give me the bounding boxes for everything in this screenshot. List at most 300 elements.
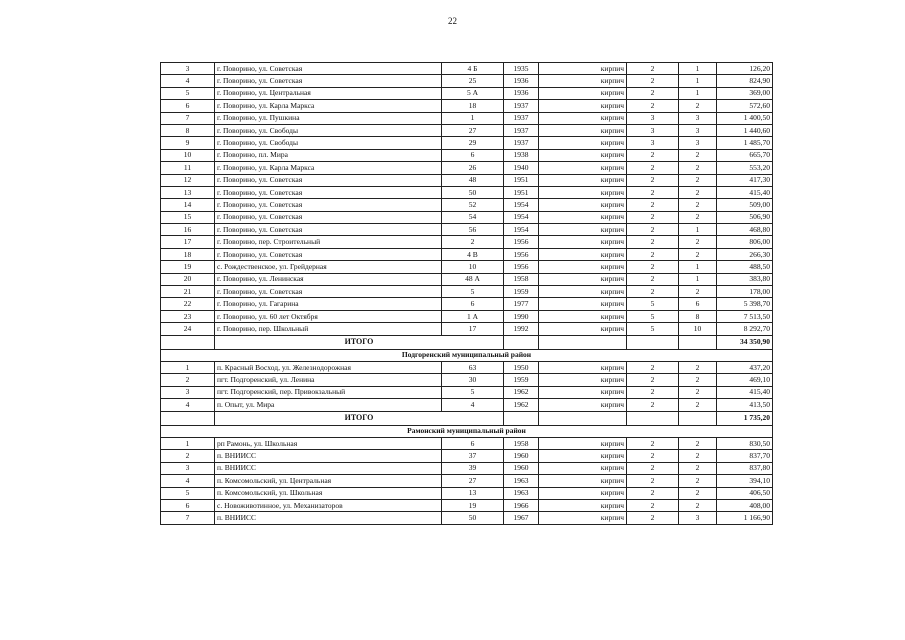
wall-material-cell: кирпич (539, 124, 627, 136)
row-number-cell: 4 (161, 399, 215, 411)
house-number-cell: 10 (442, 261, 504, 273)
address-cell: пгт. Подгоренский, пер. Привокзальный (215, 386, 442, 398)
house-number-cell: 63 (442, 361, 504, 373)
floors-cell: 2 (627, 512, 679, 524)
row-number-cell: 12 (161, 174, 215, 186)
year-built-cell: 1963 (504, 487, 539, 499)
house-number-cell: 5 (442, 386, 504, 398)
year-built-cell: 1950 (504, 361, 539, 373)
wall-material-cell: кирпич (539, 112, 627, 124)
entrances-cell: 2 (679, 437, 717, 449)
wall-material-cell: кирпич (539, 236, 627, 248)
entrances-cell: 2 (679, 374, 717, 386)
house-number-cell: 30 (442, 374, 504, 386)
total-empty-cell (504, 411, 539, 425)
table-row (161, 75, 773, 87)
floors-cell: 2 (627, 487, 679, 499)
address-cell: г. Поворино, ул. Советская (215, 248, 442, 260)
floors-cell: 2 (627, 248, 679, 260)
row-number-cell: 22 (161, 298, 215, 310)
area-cell: 488,50 (717, 261, 773, 273)
area-cell: 5 398,70 (717, 298, 773, 310)
row-number-cell: 2 (161, 374, 215, 386)
address-cell: г. Поворино, ул. Ленинская (215, 273, 442, 285)
floors-cell: 2 (627, 224, 679, 236)
wall-material-cell: кирпич (539, 462, 627, 474)
address-cell: г. Поворино, ул. Советская (215, 211, 442, 223)
entrances-cell: 2 (679, 186, 717, 198)
entrances-cell: 2 (679, 236, 717, 248)
table-row (161, 261, 773, 273)
house-number-cell: 25 (442, 75, 504, 87)
wall-material-cell: кирпич (539, 487, 627, 499)
floors-cell: 2 (627, 211, 679, 223)
row-number-cell: 7 (161, 512, 215, 524)
total-value: 34 350,90 (717, 335, 773, 349)
address-cell: г. Поворино, ул. Советская (215, 75, 442, 87)
row-number-cell: 3 (161, 462, 215, 474)
year-built-cell: 1963 (504, 475, 539, 487)
area-cell: 824,90 (717, 75, 773, 87)
table-row (161, 87, 773, 99)
wall-material-cell: кирпич (539, 149, 627, 161)
wall-material-cell: кирпич (539, 75, 627, 87)
entrances-cell: 1 (679, 75, 717, 87)
wall-material-cell: кирпич (539, 211, 627, 223)
address-cell: г. Поворино, ул. Советская (215, 224, 442, 236)
table-row (161, 137, 773, 149)
floors-cell: 5 (627, 323, 679, 335)
floors-cell: 5 (627, 310, 679, 322)
row-number-cell: 5 (161, 87, 215, 99)
address-cell: п. ВНИИСС (215, 450, 442, 462)
entrances-cell: 2 (679, 174, 717, 186)
floors-cell: 3 (627, 112, 679, 124)
wall-material-cell: кирпич (539, 273, 627, 285)
total-spacer-cell (161, 411, 215, 425)
floors-cell: 2 (627, 361, 679, 373)
total-label: ИТОГО (215, 411, 504, 425)
floors-cell: 5 (627, 298, 679, 310)
area-cell: 408,00 (717, 499, 773, 511)
floors-cell: 2 (627, 174, 679, 186)
year-built-cell: 1960 (504, 462, 539, 474)
entrances-cell: 1 (679, 63, 717, 75)
table-row (161, 475, 773, 487)
house-number-cell: 18 (442, 100, 504, 112)
entrances-cell: 1 (679, 87, 717, 99)
entrances-cell: 2 (679, 162, 717, 174)
row-number-cell: 13 (161, 186, 215, 198)
area-cell: 413,50 (717, 399, 773, 411)
floors-cell: 3 (627, 137, 679, 149)
year-built-cell: 1967 (504, 512, 539, 524)
table-row (161, 386, 773, 398)
address-cell: п. Красный Восход, ул. Железнодорожная (215, 361, 442, 373)
area-cell: 1 485,70 (717, 137, 773, 149)
table-row (161, 323, 773, 335)
area-cell: 506,90 (717, 211, 773, 223)
floors-cell: 2 (627, 87, 679, 99)
entrances-cell: 2 (679, 361, 717, 373)
entrances-cell: 3 (679, 512, 717, 524)
row-number-cell: 14 (161, 199, 215, 211)
wall-material-cell: кирпич (539, 137, 627, 149)
table-row (161, 487, 773, 499)
wall-material-cell: кирпич (539, 63, 627, 75)
total-empty-cell (627, 335, 679, 349)
total-empty-cell (504, 335, 539, 349)
entrances-cell: 2 (679, 100, 717, 112)
year-built-cell: 1951 (504, 186, 539, 198)
table-row (161, 273, 773, 285)
table-row (161, 462, 773, 474)
year-built-cell: 1937 (504, 100, 539, 112)
year-built-cell: 1962 (504, 399, 539, 411)
floors-cell: 2 (627, 386, 679, 398)
house-number-cell: 17 (442, 323, 504, 335)
year-built-cell: 1954 (504, 211, 539, 223)
entrances-cell: 3 (679, 112, 717, 124)
table-row (161, 361, 773, 373)
house-number-cell: 48 (442, 174, 504, 186)
area-cell: 178,00 (717, 286, 773, 298)
entrances-cell: 8 (679, 310, 717, 322)
year-built-cell: 1958 (504, 437, 539, 449)
total-empty-cell (627, 411, 679, 425)
address-cell: г. Поворино, ул. Советская (215, 63, 442, 75)
year-built-cell: 1938 (504, 149, 539, 161)
wall-material-cell: кирпич (539, 261, 627, 273)
floors-cell: 2 (627, 100, 679, 112)
row-number-cell: 20 (161, 273, 215, 285)
entrances-cell: 2 (679, 462, 717, 474)
floors-cell: 2 (627, 450, 679, 462)
table-row (161, 399, 773, 411)
floors-cell: 2 (627, 186, 679, 198)
house-number-cell: 13 (442, 487, 504, 499)
row-number-cell: 24 (161, 323, 215, 335)
area-cell: 837,70 (717, 450, 773, 462)
area-cell: 469,10 (717, 374, 773, 386)
wall-material-cell: кирпич (539, 323, 627, 335)
house-number-cell: 5 А (442, 87, 504, 99)
house-number-cell: 50 (442, 512, 504, 524)
row-number-cell: 7 (161, 112, 215, 124)
table-row (161, 286, 773, 298)
house-number-cell: 5 (442, 286, 504, 298)
wall-material-cell: кирпич (539, 450, 627, 462)
year-built-cell: 1962 (504, 386, 539, 398)
year-built-cell: 1935 (504, 63, 539, 75)
table-row (161, 499, 773, 511)
floors-cell: 2 (627, 374, 679, 386)
table-row (161, 162, 773, 174)
wall-material-cell: кирпич (539, 174, 627, 186)
area-cell: 553,20 (717, 162, 773, 174)
entrances-cell: 2 (679, 475, 717, 487)
address-cell: п. ВНИИСС (215, 512, 442, 524)
table-row (161, 437, 773, 449)
address-cell: п. Опыт, ул. Мира (215, 399, 442, 411)
year-built-cell: 1936 (504, 75, 539, 87)
total-empty-cell (539, 335, 627, 349)
row-number-cell: 11 (161, 162, 215, 174)
row-number-cell: 9 (161, 137, 215, 149)
house-number-cell: 6 (442, 298, 504, 310)
address-cell: п. Комсомольский, ул. Центральная (215, 475, 442, 487)
year-built-cell: 1936 (504, 87, 539, 99)
floors-cell: 3 (627, 124, 679, 136)
wall-material-cell: кирпич (539, 100, 627, 112)
entrances-cell: 1 (679, 261, 717, 273)
floors-cell: 2 (627, 399, 679, 411)
wall-material-cell: кирпич (539, 310, 627, 322)
table-row (161, 450, 773, 462)
area-cell: 665,70 (717, 149, 773, 161)
address-cell: г. Поворино, ул. 60 лет Октября (215, 310, 442, 322)
area-cell: 417,30 (717, 174, 773, 186)
table-row (161, 149, 773, 161)
district-title: Рамонский муниципальный район (161, 425, 773, 437)
area-cell: 8 292,70 (717, 323, 773, 335)
floors-cell: 2 (627, 499, 679, 511)
total-row (161, 411, 773, 425)
address-cell: г. Поворино, ул. Свободы (215, 124, 442, 136)
year-built-cell: 1956 (504, 248, 539, 260)
table-row (161, 211, 773, 223)
row-number-cell: 2 (161, 450, 215, 462)
year-built-cell: 1992 (504, 323, 539, 335)
wall-material-cell: кирпич (539, 361, 627, 373)
year-built-cell: 1958 (504, 273, 539, 285)
floors-cell: 2 (627, 462, 679, 474)
address-cell: г. Поворино, пл. Мира (215, 149, 442, 161)
row-number-cell: 16 (161, 224, 215, 236)
year-built-cell: 1937 (504, 137, 539, 149)
wall-material-cell: кирпич (539, 199, 627, 211)
house-number-cell: 2 (442, 236, 504, 248)
area-cell: 383,80 (717, 273, 773, 285)
row-number-cell: 18 (161, 248, 215, 260)
entrances-cell: 2 (679, 149, 717, 161)
house-number-cell: 48 А (442, 273, 504, 285)
table-row (161, 100, 773, 112)
floors-cell: 2 (627, 199, 679, 211)
area-cell: 394,10 (717, 475, 773, 487)
year-built-cell: 1937 (504, 124, 539, 136)
table-row (161, 512, 773, 524)
address-cell: г. Поворино, пер. Строительный (215, 236, 442, 248)
year-built-cell: 1951 (504, 174, 539, 186)
entrances-cell: 6 (679, 298, 717, 310)
entrances-cell: 2 (679, 286, 717, 298)
address-cell: п. ВНИИСС (215, 462, 442, 474)
entrances-cell: 2 (679, 211, 717, 223)
table-row (161, 298, 773, 310)
area-cell: 415,40 (717, 386, 773, 398)
house-number-cell: 4 В (442, 248, 504, 260)
section-header-row (161, 349, 773, 361)
wall-material-cell: кирпич (539, 374, 627, 386)
area-cell: 126,20 (717, 63, 773, 75)
floors-cell: 2 (627, 273, 679, 285)
area-cell: 509,00 (717, 199, 773, 211)
row-number-cell: 23 (161, 310, 215, 322)
row-number-cell: 4 (161, 475, 215, 487)
house-number-cell: 54 (442, 211, 504, 223)
area-cell: 406,50 (717, 487, 773, 499)
entrances-cell: 2 (679, 487, 717, 499)
address-cell: с. Новоживотинное, ул. Механизаторов (215, 499, 442, 511)
row-number-cell: 3 (161, 386, 215, 398)
address-cell: г. Поворино, ул. Карла Маркса (215, 162, 442, 174)
address-cell: рп Рамонь, ул. Школьная (215, 437, 442, 449)
house-number-cell: 39 (442, 462, 504, 474)
wall-material-cell: кирпич (539, 399, 627, 411)
entrances-cell: 2 (679, 248, 717, 260)
year-built-cell: 1940 (504, 162, 539, 174)
row-number-cell: 10 (161, 149, 215, 161)
floors-cell: 2 (627, 286, 679, 298)
wall-material-cell: кирпич (539, 248, 627, 260)
year-built-cell: 1959 (504, 374, 539, 386)
house-number-cell: 19 (442, 499, 504, 511)
row-number-cell: 5 (161, 487, 215, 499)
year-built-cell: 1959 (504, 286, 539, 298)
area-cell: 1 440,60 (717, 124, 773, 136)
page-number: 22 (448, 16, 457, 26)
address-cell: г. Поворино, ул. Советская (215, 186, 442, 198)
area-cell: 369,00 (717, 87, 773, 99)
entrances-cell: 10 (679, 323, 717, 335)
address-cell: г. Поворино, пер. Школьный (215, 323, 442, 335)
year-built-cell: 1960 (504, 450, 539, 462)
area-cell: 830,50 (717, 437, 773, 449)
entrances-cell: 1 (679, 224, 717, 236)
year-built-cell: 1977 (504, 298, 539, 310)
total-empty-cell (539, 411, 627, 425)
area-cell: 415,40 (717, 186, 773, 198)
area-cell: 266,30 (717, 248, 773, 260)
area-cell: 468,80 (717, 224, 773, 236)
table-row (161, 174, 773, 186)
house-number-cell: 6 (442, 149, 504, 161)
total-spacer-cell (161, 335, 215, 349)
address-cell: п. Комсомольский, ул. Школьная (215, 487, 442, 499)
area-cell: 7 513,50 (717, 310, 773, 322)
house-number-cell: 4 (442, 399, 504, 411)
floors-cell: 2 (627, 75, 679, 87)
year-built-cell: 1954 (504, 199, 539, 211)
wall-material-cell: кирпич (539, 186, 627, 198)
floors-cell: 2 (627, 475, 679, 487)
total-empty-cell (679, 411, 717, 425)
house-number-cell: 56 (442, 224, 504, 236)
total-label: ИТОГО (215, 335, 504, 349)
wall-material-cell: кирпич (539, 87, 627, 99)
area-cell: 572,60 (717, 100, 773, 112)
row-number-cell: 1 (161, 437, 215, 449)
entrances-cell: 3 (679, 124, 717, 136)
floors-cell: 2 (627, 149, 679, 161)
house-number-cell: 27 (442, 124, 504, 136)
floors-cell: 2 (627, 63, 679, 75)
wall-material-cell: кирпич (539, 512, 627, 524)
house-number-cell: 4 Б (442, 63, 504, 75)
entrances-cell: 2 (679, 499, 717, 511)
wall-material-cell: кирпич (539, 224, 627, 236)
year-built-cell: 1937 (504, 112, 539, 124)
row-number-cell: 15 (161, 211, 215, 223)
year-built-cell: 1990 (504, 310, 539, 322)
address-cell: г. Поворино, ул. Свободы (215, 137, 442, 149)
area-cell: 806,00 (717, 236, 773, 248)
floors-cell: 2 (627, 261, 679, 273)
house-number-cell: 37 (442, 450, 504, 462)
district-title: Подгоренский муниципальный район (161, 349, 773, 361)
row-number-cell: 6 (161, 499, 215, 511)
house-number-cell: 50 (442, 186, 504, 198)
entrances-cell: 2 (679, 450, 717, 462)
floors-cell: 2 (627, 437, 679, 449)
table-row (161, 374, 773, 386)
table-row (161, 63, 773, 75)
wall-material-cell: кирпич (539, 298, 627, 310)
wall-material-cell: кирпич (539, 286, 627, 298)
house-number-cell: 1 А (442, 310, 504, 322)
row-number-cell: 1 (161, 361, 215, 373)
area-cell: 437,20 (717, 361, 773, 373)
address-cell: г. Поворино, ул. Карла Маркса (215, 100, 442, 112)
area-cell: 1 166,90 (717, 512, 773, 524)
table-row (161, 186, 773, 198)
table-row (161, 310, 773, 322)
row-number-cell: 17 (161, 236, 215, 248)
house-number-cell: 6 (442, 437, 504, 449)
wall-material-cell: кирпич (539, 437, 627, 449)
year-built-cell: 1956 (504, 261, 539, 273)
table-row (161, 124, 773, 136)
entrances-cell: 1 (679, 273, 717, 285)
entrances-cell: 2 (679, 399, 717, 411)
total-row (161, 335, 773, 349)
year-built-cell: 1956 (504, 236, 539, 248)
area-cell: 837,80 (717, 462, 773, 474)
entrances-cell: 2 (679, 199, 717, 211)
address-cell: г. Поворино, ул. Советская (215, 199, 442, 211)
address-cell: г. Поворино, ул. Пушкина (215, 112, 442, 124)
table-row (161, 112, 773, 124)
house-number-cell: 29 (442, 137, 504, 149)
row-number-cell: 21 (161, 286, 215, 298)
address-cell: г. Поворино, ул. Советская (215, 286, 442, 298)
entrances-cell: 2 (679, 386, 717, 398)
wall-material-cell: кирпич (539, 386, 627, 398)
address-cell: г. Поворино, ул. Гагарина (215, 298, 442, 310)
row-number-cell: 8 (161, 124, 215, 136)
housing-register-table (160, 62, 773, 525)
area-cell: 1 400,50 (717, 112, 773, 124)
house-number-cell: 52 (442, 199, 504, 211)
table-row (161, 199, 773, 211)
total-empty-cell (679, 335, 717, 349)
floors-cell: 2 (627, 236, 679, 248)
house-number-cell: 26 (442, 162, 504, 174)
year-built-cell: 1966 (504, 499, 539, 511)
total-value: 1 735,20 (717, 411, 773, 425)
row-number-cell: 19 (161, 261, 215, 273)
